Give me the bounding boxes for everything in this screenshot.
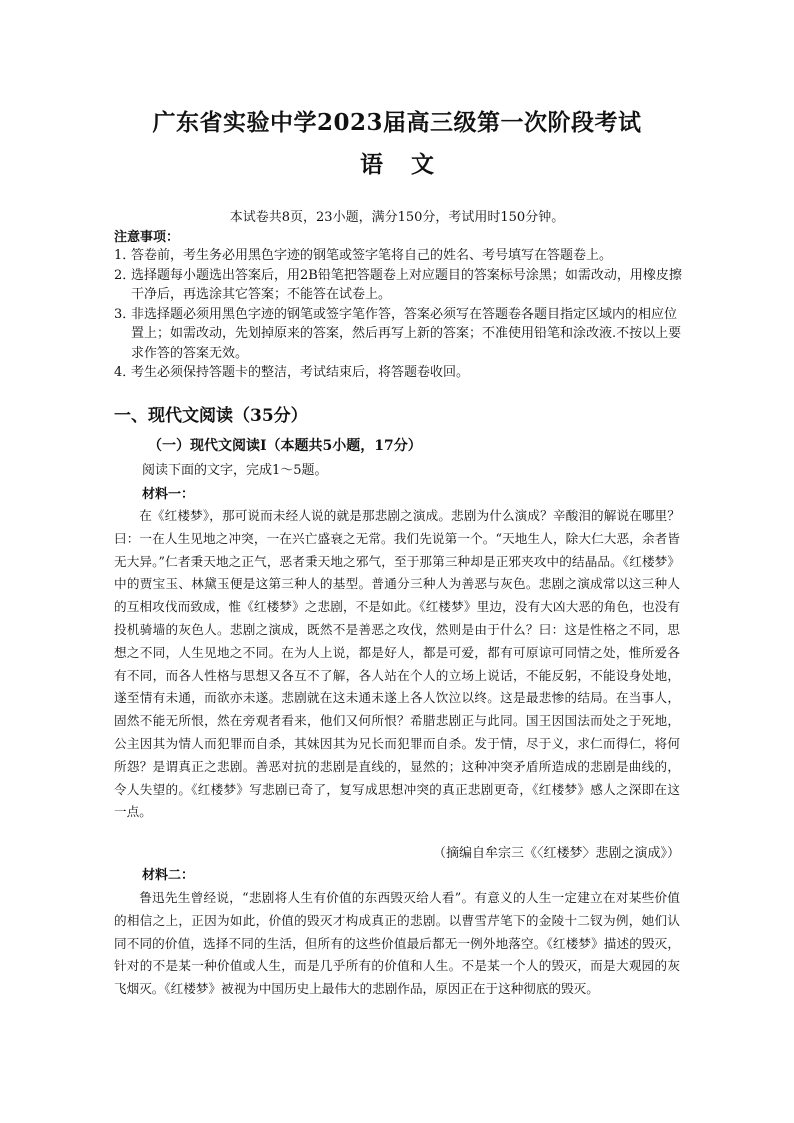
subsection-heading: （一）现代文阅读Ⅰ（本题共5小题，17分） [148,438,422,454]
exam-title: 广东省实验中学2023届高三级第一次阶段考试 [152,109,642,136]
material1-label: 材料一： [142,487,195,502]
note-item [114,246,684,266]
notes-heading: 注意事项： [114,230,180,245]
note-item [114,363,684,383]
material1-source: （摘编自牟宗三《〈红楼梦〉悲剧之演成》） [432,846,680,861]
note-text: 答卷前，考生务必用黑色字迹的钢笔或签字笔将自己的姓名、考号填写在答题卷上。 [131,248,613,263]
material2-label: 材料二： [142,868,195,883]
subject-char-2: 文 [411,151,434,178]
subject-char-1: 语 [360,151,383,178]
exam-info: 本试卷共8页，23小题，满分150分，考试用时150分钟。 [229,210,565,225]
note-text: 非选择题必须用黑色字迹的钢笔或签字笔作答，答案必须写在答题卷各题目指定区域内的相应位置上；如需改动，先划掉原来的答案，然后再写上新的答案；不准使用铅笔和涂改液.不按以上要求作答的答案无效。 [131,306,682,361]
note-text: 选择题每小题选出答案后，用2B铅笔把答题卷上对应题目的答案标号涂黑；如需改动，用橡皮擦干净后，再选涂其它答案；不能答在试卷上。 [131,267,682,302]
material1-text: 在《红楼梦》，那可说而未经人说的就是那悲剧之演成。悲剧为什么演成？辛酸泪的解说在哪里？曰：一在人生见地之冲突，一在兴亡盛衰之无常。我们先说第一个。“天地生人，除大仁大恶，余者皆无大异。”仁者秉天地之正气，恶者秉天地之邪气，至于那第三种却是正邪夹攻中的结晶品。《红楼梦》中的贾宝玉、林黛玉便是这第三种人的基型。普通分三种人为善恶与灰色。悲剧之演成常以这三种人的互相攻伐而致成，惟《红楼梦》之悲剧，不是如此。《红楼梦》里边，没有大凶大恶的角色，也没有投机骑墙的灰色人。悲剧之演成，既然不是善恶之攻伐，然则是由于什么？曰：这是性格之不同，思想之不同，人生见地之不同。在为人上说，都是好人，都是可爱，都有可原谅可同情之处，惟所爱各有不同，而各人性格与思想又各互不了解，各人站在个人的立场上说话，不能反躬，不能设身处地，遂至情有未通，而欲亦未遂。悲剧就在这未通未遂上各人饮泣以终。这是最悲惨的结局。在当事人，固然不能无所恨，然在旁观者看来，他们又何所恨？希腊悲剧正与此同。国王因国法而处之于死地，公主因其为情人而犯罪而自杀，其妹因其为兄长而犯罪而自杀。发于情，尽于义，求仁而得仁，将何所怨？是谓真正之悲剧。善恶对抗的悲剧是直线的，显然的；这种冲突矛盾所造成的悲剧是曲线的，令人失望的。《红楼梦》写悲剧已奇了，复写成思想冲突的真正悲剧更奇，《红楼梦》感人之深即在这一点。 [114,508,680,820]
note-number: 1． [114,248,136,263]
reading-instruction: 阅读下面的文字，完成1～5题。 [142,463,328,478]
note-number: 3． [114,306,136,322]
note-item [114,305,684,364]
note-number: 4． [114,365,136,380]
material2-text: 鲁迅先生曾经说，“悲剧将人生有价值的东西毁灭给人看”。有意义的人生一定建立在对某些价值的相信之上，正因为如此，价值的毁灭才构成真正的悲剧。以曹雪芹笔下的金陵十二钗为例，她们认同不同的价值，选择不同的生活，但所有的这些价值最后都无一例外地落空。《红楼梦》描述的毁灭，针对的不是某一种价值或人生，而是几乎所有的价值和人生。不是某一个人的毁灭，而是大观园的灰飞烟灭。《红楼梦》被视为中国历史上最伟大的悲剧作品，原因正在于这种彻底的毁灭。 [114,890,680,997]
notes-list [114,246,684,383]
subject-title [0,146,794,179]
note-text: 考生必须保持答题卡的整洁，考试结束后，将答题卷收回。 [131,365,470,380]
note-item [114,266,684,305]
section-heading: 一、现代文阅读（35分） [114,406,308,426]
note-number: 2． [114,267,136,283]
